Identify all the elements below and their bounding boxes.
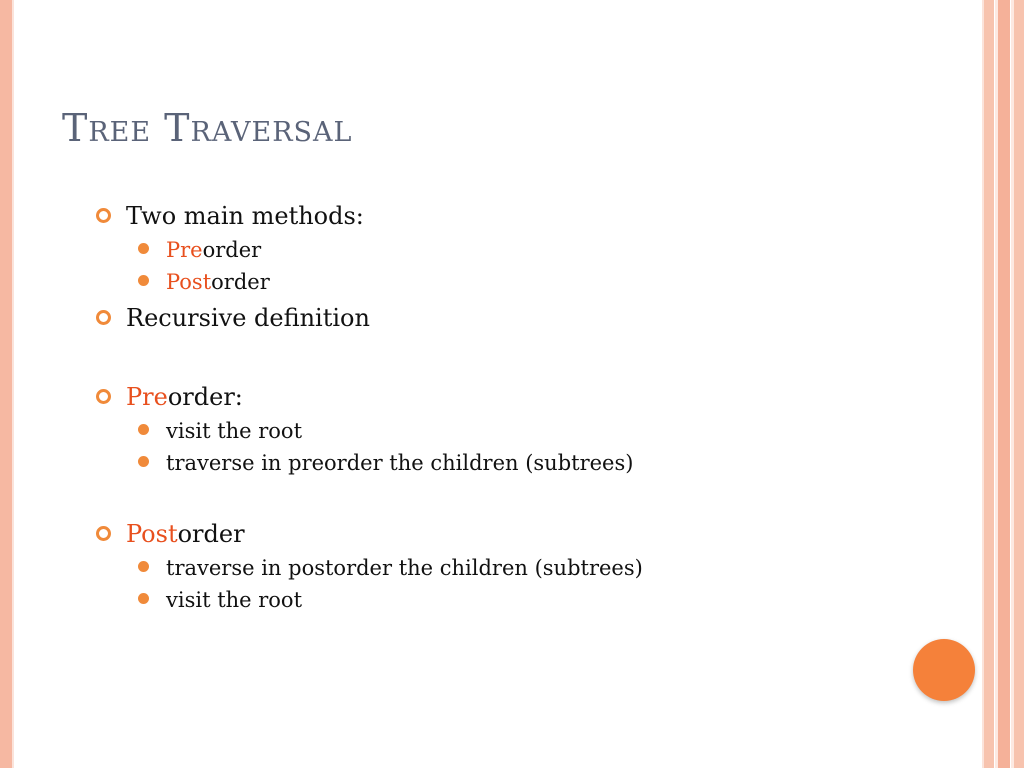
sub-bullet-item bbox=[96, 234, 956, 266]
spacer bbox=[96, 479, 956, 516]
item-text: Recursive definition bbox=[126, 304, 370, 332]
left-border-decoration bbox=[0, 0, 12, 768]
left-border-line bbox=[12, 0, 14, 768]
bullet-item bbox=[96, 198, 956, 234]
item-text: order bbox=[177, 520, 245, 548]
filled-circle-bullet-icon bbox=[138, 561, 149, 572]
bullet-item bbox=[96, 300, 956, 336]
sub-bullet-item bbox=[96, 266, 956, 298]
item-text: Two main methods: bbox=[126, 202, 364, 230]
filled-circle-bullet-icon bbox=[138, 243, 149, 254]
item-text: order: bbox=[167, 383, 243, 411]
subitem-accent: Pre bbox=[166, 238, 203, 262]
subitem-text: visit the root bbox=[166, 419, 303, 443]
item-prefix: Pre bbox=[126, 383, 168, 411]
orange-circle-decoration bbox=[913, 639, 975, 701]
filled-circle-bullet-icon bbox=[138, 593, 149, 604]
filled-circle-bullet-icon bbox=[138, 424, 149, 435]
sub-bullet-item bbox=[96, 447, 956, 479]
right-border-decoration bbox=[976, 0, 1024, 768]
subitem-text: order bbox=[211, 270, 270, 294]
subitem-text: visit the root bbox=[166, 588, 303, 612]
subitem-text: order bbox=[202, 238, 262, 262]
sub-bullet-item bbox=[96, 415, 956, 447]
sub-bullet-item bbox=[96, 552, 956, 584]
subitem-text: traverse in postorder the children (subtrees) bbox=[166, 556, 643, 580]
sub-bullet-item bbox=[96, 584, 956, 616]
spacer bbox=[96, 336, 956, 379]
hollow-circle-bullet-icon bbox=[96, 208, 111, 223]
hollow-circle-bullet-icon bbox=[96, 389, 111, 404]
slide-title: Tree Traversal bbox=[62, 106, 353, 150]
bullet-item bbox=[96, 379, 956, 415]
subitem-text: traverse in preorder the children (subtrees) bbox=[166, 451, 634, 475]
item-prefix: Post bbox=[126, 520, 178, 548]
filled-circle-bullet-icon bbox=[138, 275, 149, 286]
subitem-accent: Post bbox=[166, 270, 212, 294]
slide-content bbox=[96, 198, 956, 616]
bullet-item bbox=[96, 516, 956, 552]
filled-circle-bullet-icon bbox=[138, 456, 149, 467]
hollow-circle-bullet-icon bbox=[96, 310, 111, 325]
hollow-circle-bullet-icon bbox=[96, 526, 111, 541]
